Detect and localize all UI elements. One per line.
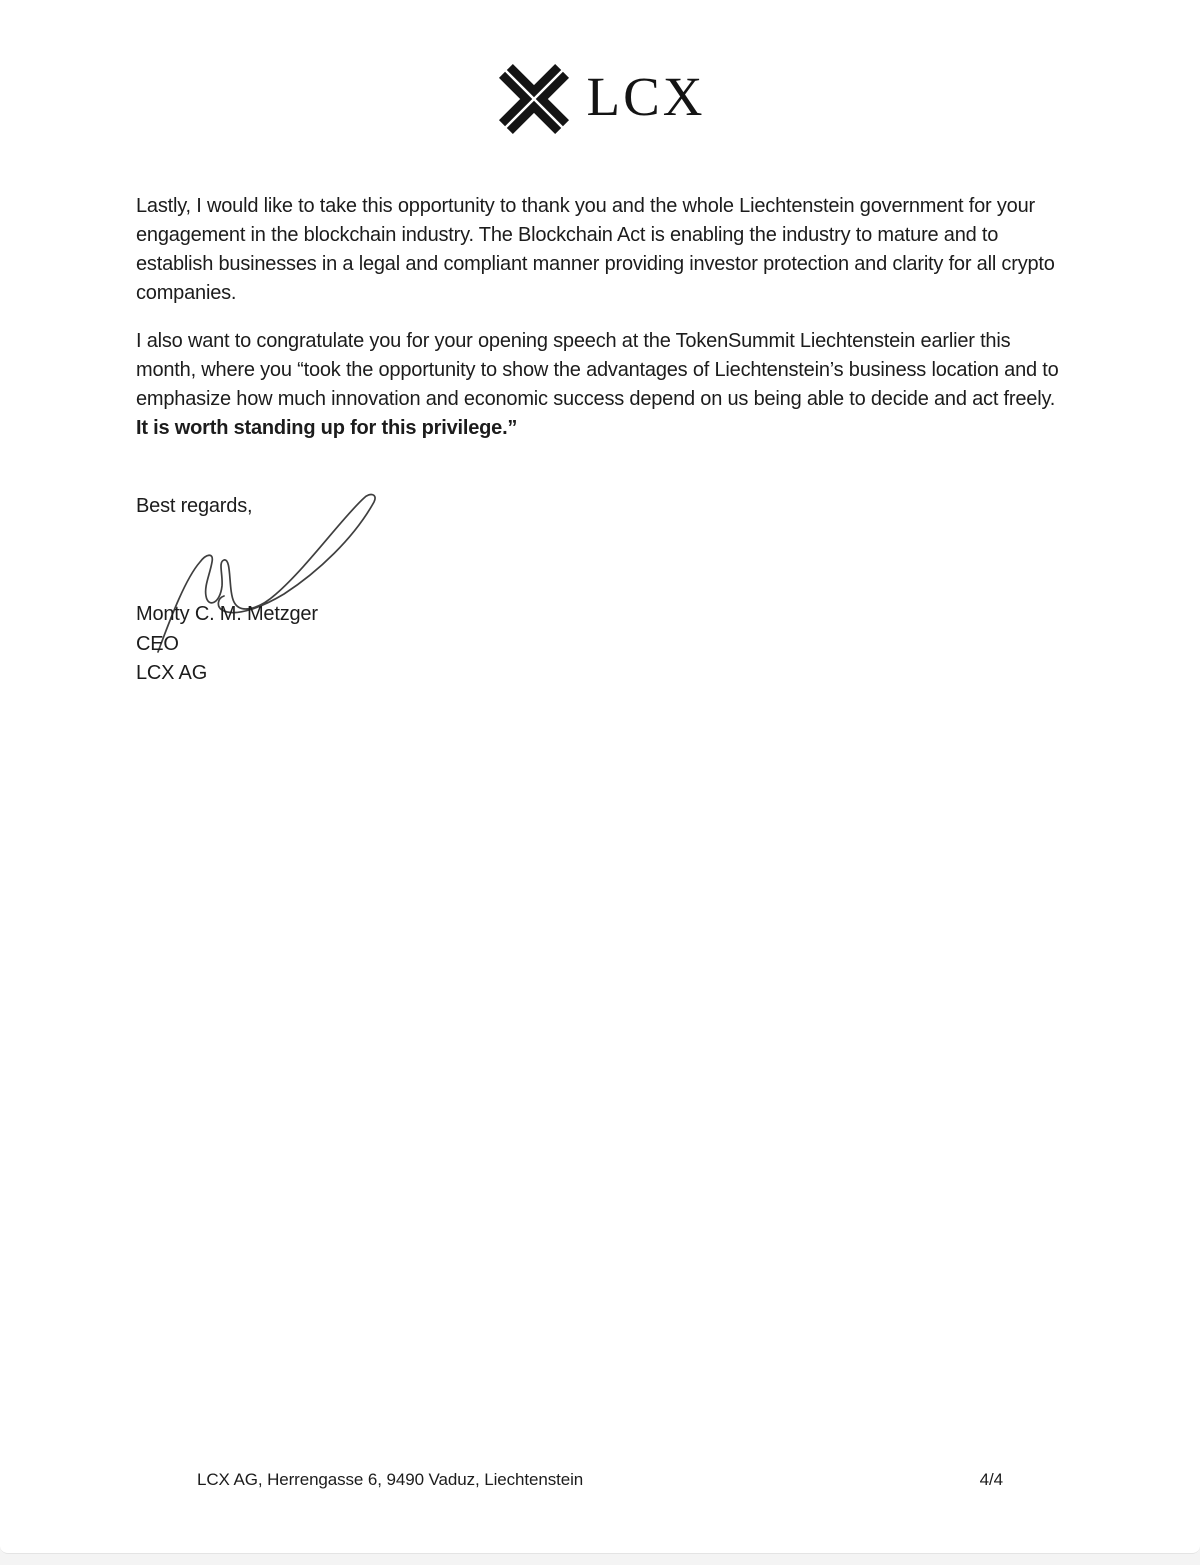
signer-company: LCX AG <box>136 662 208 684</box>
paragraph-congratulate <box>136 327 1068 443</box>
lcx-x-mark-icon <box>495 60 573 138</box>
lcx-logo <box>0 60 1200 138</box>
footer-address: LCX AG, Herrengasse 6, 9490 Vaduz, Liechtenstein <box>197 1470 584 1489</box>
signer-title: CEO <box>136 632 179 655</box>
footer-page-number: 4/4 <box>979 1470 1003 1489</box>
paragraph-congratulate-text: I also want to congratulate you for your opening speech at the TokenSummit Liechtenstein earlier this month, where you “took the opportunity to show the advantages of Liechtenstein’s business location and to emphasize how much innovation and economic success depend on us being able to decide and act freely. <box>136 330 1059 410</box>
paragraph-congratulate-bold-quote: It is worth standing up for this privilege.” <box>136 417 518 439</box>
letter-body <box>136 192 1068 462</box>
page-footer <box>197 1470 1003 1490</box>
signer-name: Monty C. M. Metzger <box>136 603 318 625</box>
paragraph-thanks: Lastly, I would like to take this opportunity to thank you and the whole Liechtenstein government for your engagement in the blockchain industry. The Blockchain Act is enabling the industry to mature and to establish businesses in a legal and compliant manner providing investor protection and clarity for all crypto companies. <box>136 195 1055 304</box>
closing-salutation: Best regards, <box>136 495 253 517</box>
signer-block <box>136 600 318 689</box>
logo-wordmark: LCX <box>586 65 706 127</box>
